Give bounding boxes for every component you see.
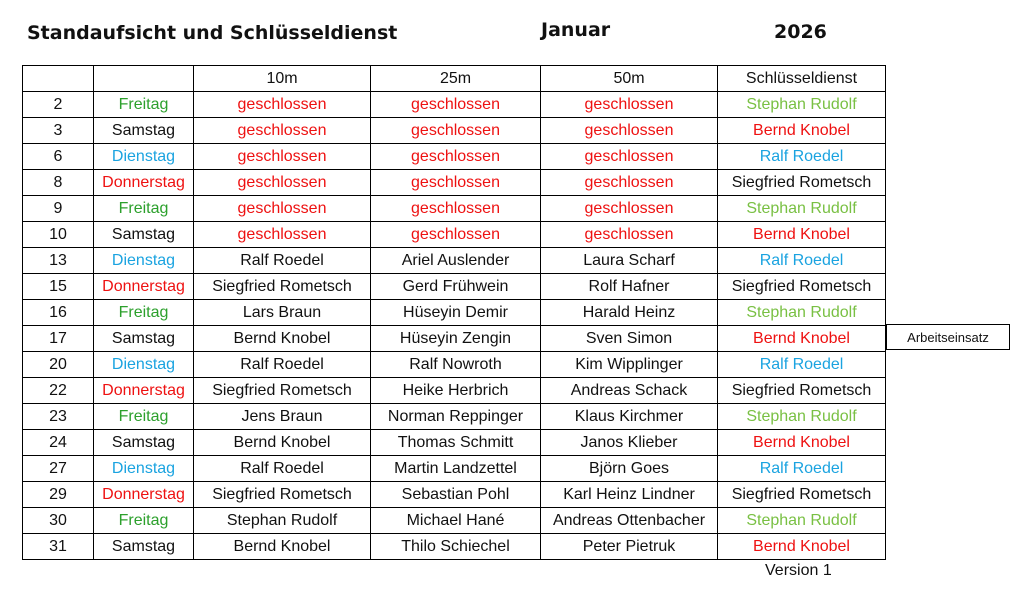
- weekday-cell: Freitag: [94, 404, 194, 430]
- table-row: [23, 352, 886, 378]
- range-25m-cell: geschlossen: [371, 170, 541, 196]
- range-10m-cell: Siegfried Rometsch: [194, 482, 371, 508]
- weekday-cell: Samstag: [94, 118, 194, 144]
- range-25m-cell: Heike Herbrich: [371, 378, 541, 404]
- range-50m-cell: Janos Klieber: [541, 430, 718, 456]
- range-10m-cell: Jens Braun: [194, 404, 371, 430]
- table-row: [23, 378, 886, 404]
- column-header-schluesseldienst: Schlüsseldienst: [718, 66, 886, 92]
- date-cell: 22: [23, 378, 94, 404]
- weekday-cell: Dienstag: [94, 352, 194, 378]
- column-header-50m: 50m: [541, 66, 718, 92]
- column-header-25m: 25m: [371, 66, 541, 92]
- year-label: 2026: [774, 21, 827, 43]
- table-row: [23, 144, 886, 170]
- range-10m-cell: geschlossen: [194, 170, 371, 196]
- weekday-cell: Freitag: [94, 92, 194, 118]
- key-service-cell: Bernd Knobel: [718, 326, 886, 352]
- date-cell: 16: [23, 300, 94, 326]
- key-service-cell: Siegfried Rometsch: [718, 274, 886, 300]
- table-row: [23, 196, 886, 222]
- weekday-cell: Samstag: [94, 534, 194, 560]
- range-50m-cell: geschlossen: [541, 170, 718, 196]
- date-cell: 17: [23, 326, 94, 352]
- column-header: [23, 66, 94, 92]
- range-25m-cell: Sebastian Pohl: [371, 482, 541, 508]
- date-cell: 13: [23, 248, 94, 274]
- range-10m-cell: Stephan Rudolf: [194, 508, 371, 534]
- range-10m-cell: Siegfried Rometsch: [194, 378, 371, 404]
- table-row: [23, 248, 886, 274]
- table-row: [23, 300, 886, 326]
- key-service-cell: Siegfried Rometsch: [718, 482, 886, 508]
- table-row: [23, 456, 886, 482]
- range-10m-cell: geschlossen: [194, 92, 371, 118]
- date-cell: 27: [23, 456, 94, 482]
- range-50m-cell: Kim Wipplinger: [541, 352, 718, 378]
- table-row: [23, 482, 886, 508]
- page-title: Standaufsicht und Schlüsseldienst: [27, 22, 398, 44]
- weekday-cell: Freitag: [94, 508, 194, 534]
- key-service-cell: Siegfried Rometsch: [718, 378, 886, 404]
- range-25m-cell: geschlossen: [371, 118, 541, 144]
- range-50m-cell: Björn Goes: [541, 456, 718, 482]
- key-service-cell: Stephan Rudolf: [718, 92, 886, 118]
- key-service-cell: Bernd Knobel: [718, 430, 886, 456]
- key-service-cell: Ralf Roedel: [718, 456, 886, 482]
- date-cell: 31: [23, 534, 94, 560]
- range-50m-cell: Andreas Ottenbacher: [541, 508, 718, 534]
- weekday-cell: Freitag: [94, 300, 194, 326]
- range-50m-cell: geschlossen: [541, 144, 718, 170]
- range-10m-cell: Ralf Roedel: [194, 456, 371, 482]
- range-25m-cell: geschlossen: [371, 222, 541, 248]
- date-cell: 23: [23, 404, 94, 430]
- key-service-cell: Ralf Roedel: [718, 248, 886, 274]
- range-25m-cell: Norman Reppinger: [371, 404, 541, 430]
- date-cell: 15: [23, 274, 94, 300]
- table-row: [23, 326, 886, 352]
- range-50m-cell: Rolf Hafner: [541, 274, 718, 300]
- range-25m-cell: Hüseyin Demir: [371, 300, 541, 326]
- date-cell: 8: [23, 170, 94, 196]
- range-10m-cell: geschlossen: [194, 118, 371, 144]
- range-50m-cell: Laura Scharf: [541, 248, 718, 274]
- table-row: [23, 404, 886, 430]
- range-50m-cell: geschlossen: [541, 118, 718, 144]
- table-row: [23, 430, 886, 456]
- range-25m-cell: Hüseyin Zengin: [371, 326, 541, 352]
- key-service-cell: Stephan Rudolf: [718, 196, 886, 222]
- key-service-cell: Bernd Knobel: [718, 222, 886, 248]
- date-cell: 2: [23, 92, 94, 118]
- table-row: [23, 274, 886, 300]
- range-10m-cell: Lars Braun: [194, 300, 371, 326]
- range-50m-cell: geschlossen: [541, 92, 718, 118]
- range-25m-cell: geschlossen: [371, 196, 541, 222]
- range-50m-cell: Karl Heinz Lindner: [541, 482, 718, 508]
- range-25m-cell: Martin Landzettel: [371, 456, 541, 482]
- weekday-cell: Donnerstag: [94, 482, 194, 508]
- date-cell: 3: [23, 118, 94, 144]
- range-10m-cell: Bernd Knobel: [194, 534, 371, 560]
- note-box: Arbeitseinsatz: [886, 324, 1010, 350]
- weekday-cell: Samstag: [94, 326, 194, 352]
- column-header: [94, 66, 194, 92]
- range-50m-cell: geschlossen: [541, 222, 718, 248]
- range-25m-cell: Michael Hané: [371, 508, 541, 534]
- range-25m-cell: Thomas Schmitt: [371, 430, 541, 456]
- schedule-table: [22, 65, 886, 560]
- range-10m-cell: Ralf Roedel: [194, 352, 371, 378]
- weekday-cell: Dienstag: [94, 456, 194, 482]
- weekday-cell: Dienstag: [94, 248, 194, 274]
- range-25m-cell: geschlossen: [371, 144, 541, 170]
- weekday-cell: Freitag: [94, 196, 194, 222]
- date-cell: 20: [23, 352, 94, 378]
- range-10m-cell: Siegfried Rometsch: [194, 274, 371, 300]
- weekday-cell: Dienstag: [94, 144, 194, 170]
- range-25m-cell: Gerd Frühwein: [371, 274, 541, 300]
- date-cell: 30: [23, 508, 94, 534]
- date-cell: 29: [23, 482, 94, 508]
- table-row: [23, 170, 886, 196]
- table-row: [23, 508, 886, 534]
- table-row: [23, 92, 886, 118]
- key-service-cell: Stephan Rudolf: [718, 508, 886, 534]
- range-10m-cell: Ralf Roedel: [194, 248, 371, 274]
- date-cell: 10: [23, 222, 94, 248]
- range-10m-cell: geschlossen: [194, 222, 371, 248]
- weekday-cell: Donnerstag: [94, 274, 194, 300]
- date-cell: 24: [23, 430, 94, 456]
- weekday-cell: Samstag: [94, 222, 194, 248]
- table-header-row: [23, 66, 886, 92]
- weekday-cell: Donnerstag: [94, 378, 194, 404]
- date-cell: 9: [23, 196, 94, 222]
- key-service-cell: Ralf Roedel: [718, 352, 886, 378]
- column-header-10m: 10m: [194, 66, 371, 92]
- table-row: [23, 222, 886, 248]
- range-25m-cell: Thilo Schiechel: [371, 534, 541, 560]
- key-service-cell: Bernd Knobel: [718, 534, 886, 560]
- key-service-cell: Bernd Knobel: [718, 118, 886, 144]
- key-service-cell: Stephan Rudolf: [718, 300, 886, 326]
- table-row: [23, 118, 886, 144]
- weekday-cell: Samstag: [94, 430, 194, 456]
- range-50m-cell: geschlossen: [541, 196, 718, 222]
- range-10m-cell: geschlossen: [194, 196, 371, 222]
- key-service-cell: Ralf Roedel: [718, 144, 886, 170]
- key-service-cell: Stephan Rudolf: [718, 404, 886, 430]
- range-50m-cell: Klaus Kirchmer: [541, 404, 718, 430]
- range-10m-cell: Bernd Knobel: [194, 430, 371, 456]
- range-25m-cell: Ralf Nowroth: [371, 352, 541, 378]
- table-row: [23, 534, 886, 560]
- range-50m-cell: Andreas Schack: [541, 378, 718, 404]
- range-50m-cell: Peter Pietruk: [541, 534, 718, 560]
- weekday-cell: Donnerstag: [94, 170, 194, 196]
- range-10m-cell: geschlossen: [194, 144, 371, 170]
- range-10m-cell: Bernd Knobel: [194, 326, 371, 352]
- version-label: Version 1: [765, 562, 832, 579]
- date-cell: 6: [23, 144, 94, 170]
- month-label: Januar: [541, 19, 611, 41]
- range-50m-cell: Harald Heinz: [541, 300, 718, 326]
- range-25m-cell: Ariel Auslender: [371, 248, 541, 274]
- range-50m-cell: Sven Simon: [541, 326, 718, 352]
- key-service-cell: Siegfried Rometsch: [718, 170, 886, 196]
- range-25m-cell: geschlossen: [371, 92, 541, 118]
